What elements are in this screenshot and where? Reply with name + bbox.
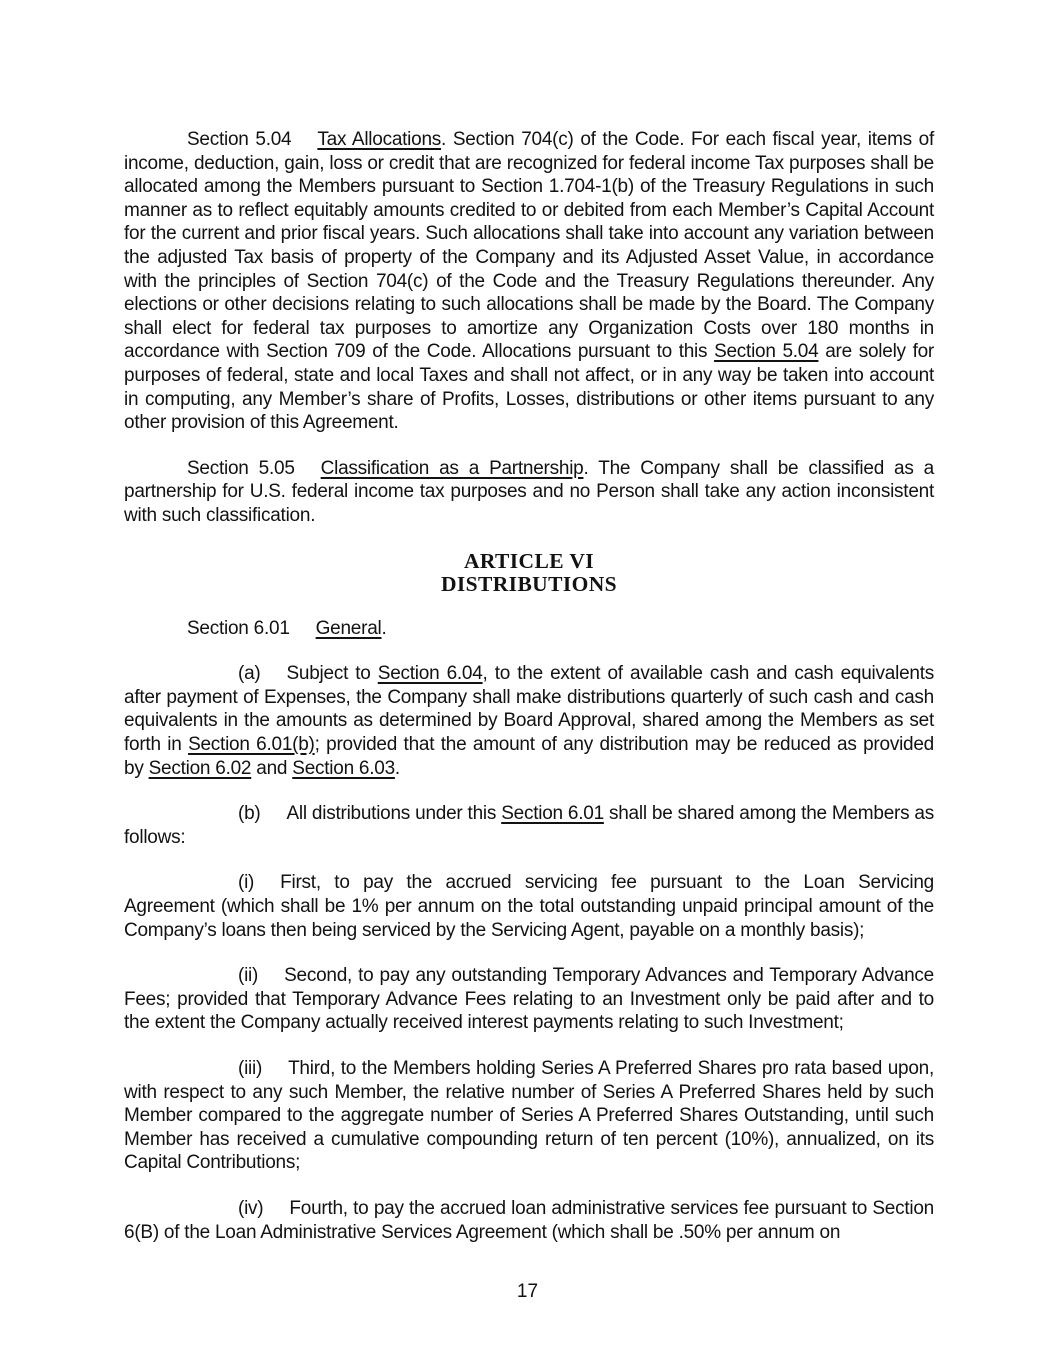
list-item-iii: [124, 1057, 934, 1175]
underlined-reference: Section 6.04: [377, 663, 483, 685]
underlined-reference: General: [315, 617, 382, 639]
text-run: Section 6.01: [187, 617, 290, 639]
underlined-reference: Section 6.01(b): [188, 734, 315, 756]
text-run: First, to pay the accrued servicing fee pursuant to the Loan Servicing Agreement (which shall be 1% per annum on the total outstanding unpaid principal amount of the Company’s loans then being serviced by the Servicing Agent, payable on a monthly basis);: [124, 872, 934, 941]
paragraph-section-5-05: [124, 457, 934, 528]
page-number: 17: [516, 1281, 539, 1302]
text-run: (b): [238, 803, 261, 825]
paragraph-a: [124, 662, 934, 780]
text-run: ; provided that the amount of any distribution may be reduced as provided by: [124, 734, 934, 779]
underlined-reference: Section 6.03: [292, 757, 395, 779]
text-run: . The Company shall be classified as a partnership for U.S. federal income tax purposes and no Person shall take any action inconsistent with such classification.: [124, 457, 934, 526]
article-vi-heading: [124, 550, 934, 597]
article-title: DISTRIBUTIONS: [440, 572, 618, 597]
text-run: (iv): [238, 1197, 264, 1219]
text-run: are solely for purposes of federal, state and local Taxes and shall not affect, or in any way be taken into account in computing, any Member’s share of Profits, Losses, distributions or other items pursuant to any other provision of this Agreement.: [124, 341, 934, 434]
text-run: Fourth, to pay the accrued loan administrative services fee pursuant to Section 6(B) of the Loan Administrative Services Agreement (which shall be .50% per annum on: [124, 1197, 934, 1243]
list-item-ii: [124, 964, 934, 1035]
text-run: . Section 704(c) of the Code. For each fiscal year, items of income, deduction, gain, loss or credit that are recognized for federal income Tax purposes shall be allocated among the Members pursuant to Section 1.704-1(b) of the Treasury Regulations in such manner as to reflect equitably amounts credited to or debited from each Member’s Capital Account for the current and prior fiscal years. Such allocations shall take into account any variation between the adjusted Tax basis of property of the Company and its Adjusted Asset Value, in accordance with the principles of Section 704(c) of the Code and the Treasury Regulations thereunder. Any elections or other decisions relating to such allocations shall be made by the Board. The Company shall elect for federal tax purposes to amortize any Organization Costs over 180 months in accordance with Section 709 of the Code. Allocations pursuant to this: [124, 129, 935, 363]
text-run: (ii): [238, 965, 259, 987]
text-run: (i): [238, 872, 255, 894]
underlined-reference: Section 6.02: [148, 757, 252, 779]
text-run: .: [394, 757, 400, 779]
list-item-iv: [124, 1197, 934, 1244]
text-run: Section 5.04: [187, 129, 292, 150]
text-run: shall be shared among the Members as follows:: [124, 803, 934, 848]
underlined-reference: Section 6.01: [501, 803, 604, 825]
text-run: (a): [238, 663, 261, 685]
text-run: Section 5.05: [187, 457, 295, 479]
text-run: Subject to: [286, 663, 378, 685]
text-run: and: [251, 757, 293, 779]
text-run: .: [381, 617, 387, 639]
underlined-reference: Tax Allocations: [317, 129, 442, 150]
list-item-i: [124, 871, 934, 942]
text-run: (iii): [238, 1058, 263, 1079]
paragraph-section-6-01: [124, 617, 934, 641]
paragraph-b: [124, 802, 934, 849]
text-run: Second, to pay any outstanding Temporary Advances and Temporary Advance Fees; provided that Temporary Advance Fees relating to an Investment only be paid after and to the extent the Company actually received interest payments relating to such Investment;: [124, 965, 934, 1034]
text-run: All distributions under this: [286, 803, 502, 825]
text-run: Third, to the Members holding Series A Preferred Shares pro rata based upon, with respect to any such Member, the relative number of Series A Preferred Shares held by such Member compared to the aggregate number of Series A Preferred Shares Outstanding, until such Member has received a cumulative compounding return of ten percent (10%), annualized, on its Capital Contributions;: [124, 1058, 934, 1174]
text-run: , to the extent of available cash and cash equivalents after payment of Expenses, the Company shall make distributions quarterly of such cash and cash equivalents in the amounts as determined by Board Approval, shared among the Members as set forth in: [124, 663, 934, 756]
underlined-reference: Classification as a Partnership: [320, 457, 584, 479]
underlined-reference: Section 5.04: [714, 341, 819, 363]
paragraph-section-5-04: [124, 128, 934, 435]
article-number: ARTICLE VI: [463, 548, 595, 573]
